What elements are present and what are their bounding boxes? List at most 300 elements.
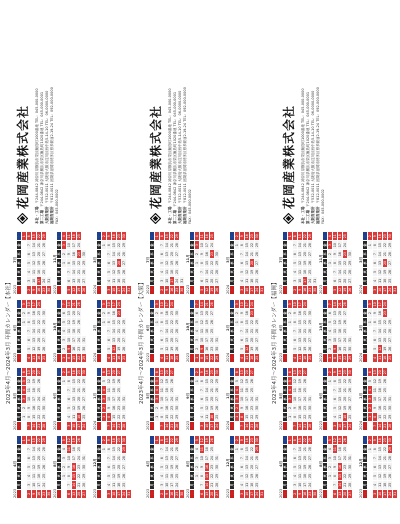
weekday-header: 木 xyxy=(230,250,234,258)
day-cell: 22 xyxy=(303,436,307,444)
day-cell: 15 xyxy=(72,472,76,480)
day-cell: 10 xyxy=(373,300,377,308)
day-cell: 27 xyxy=(348,395,352,403)
day-cell: 21 xyxy=(77,481,81,489)
weekday-header: 土 xyxy=(150,436,154,444)
office-address: 〒812-0011 福岡県福岡市博多区博多駅前2-19-24 xyxy=(183,121,187,204)
day-cell: 18 xyxy=(383,481,387,489)
day-cell: 3 xyxy=(368,300,372,308)
day-cell: 11 xyxy=(72,413,76,421)
month-label: 11月 xyxy=(185,254,190,263)
day-cell: 13 xyxy=(338,490,342,498)
day-cell: 20 xyxy=(205,309,209,317)
day-cell: 29 xyxy=(308,318,312,326)
day-cell: 24 xyxy=(348,422,352,430)
day-cell: 1 xyxy=(22,318,26,326)
day-grid xyxy=(230,300,259,362)
day-cell: 19 xyxy=(117,268,121,276)
day-cell-empty xyxy=(102,472,106,480)
day-cell: 23 xyxy=(117,404,121,412)
company-logo-icon xyxy=(283,213,294,224)
office-tel: TEL：045-000-0000 xyxy=(301,88,305,124)
day-cell-empty xyxy=(288,336,292,344)
day-cell: 3 xyxy=(22,395,26,403)
day-cell: 22 xyxy=(77,259,81,267)
day-cell: 23 xyxy=(175,286,179,294)
day-cell: 3 xyxy=(368,395,372,403)
day-cell: 18 xyxy=(77,413,81,421)
day-cell: 29 xyxy=(255,413,259,421)
day-cell: 29 xyxy=(255,318,259,326)
day-cell: 6 xyxy=(102,368,106,376)
company-logo-icon xyxy=(150,213,161,224)
day-cell: 15 xyxy=(32,413,36,421)
weekday-header: 火 xyxy=(17,268,21,276)
day-cell: 15 xyxy=(378,445,382,453)
month-block xyxy=(279,436,316,498)
day-cell: 23 xyxy=(117,436,121,444)
day-cell: 4 xyxy=(328,232,332,240)
month-year: 2023 xyxy=(53,352,57,362)
day-cell: 30 xyxy=(47,286,51,294)
day-cell: 5 xyxy=(293,259,297,267)
day-cell: 20 xyxy=(77,490,81,498)
day-cell: 15 xyxy=(245,318,249,326)
day-cell: 14 xyxy=(298,422,302,430)
day-cell: 6 xyxy=(240,463,244,471)
day-cell-empty xyxy=(195,268,199,276)
month-label: 1月 xyxy=(358,392,363,399)
day-cell: 28 xyxy=(122,327,126,335)
day-cell-empty xyxy=(368,422,372,430)
day-cell: 21 xyxy=(250,250,254,258)
day-cell: 6 xyxy=(200,395,204,403)
day-cell: 19 xyxy=(112,377,116,385)
day-cell-empty xyxy=(102,422,106,430)
day-cell: 19 xyxy=(77,286,81,294)
weekday-header: 月 xyxy=(363,345,367,353)
day-cell: 30 xyxy=(42,309,46,317)
weekday-header: 金 xyxy=(190,377,194,385)
company-block xyxy=(147,4,193,224)
day-cell: 14 xyxy=(165,445,169,453)
month-block xyxy=(146,436,183,498)
day-cell-empty xyxy=(62,490,66,498)
day-cell: 30 xyxy=(255,436,259,444)
weekday-header: 日 xyxy=(150,422,154,430)
weekday-header: 木 xyxy=(283,386,287,394)
day-cell: 21 xyxy=(250,422,254,430)
day-cell: 19 xyxy=(205,436,209,444)
day-cell: 30 xyxy=(348,345,352,353)
month-year: 2023 xyxy=(319,284,323,294)
day-cell-empty xyxy=(62,481,66,489)
day-cell-empty xyxy=(288,445,292,453)
day-cell: 21 xyxy=(210,481,214,489)
day-cell-empty xyxy=(235,472,239,480)
day-cell: 2 xyxy=(62,463,66,471)
weekday-header: 土 xyxy=(230,300,234,308)
day-cell: 25 xyxy=(303,386,307,394)
month-label: 6月 xyxy=(12,324,17,331)
weekday-header: 水 xyxy=(17,395,21,403)
day-cell: 1 xyxy=(155,318,159,326)
day-cell: 31 xyxy=(175,395,179,403)
day-cell: 30 xyxy=(215,368,219,376)
day-cell: 5 xyxy=(67,404,71,412)
day-cell: 12 xyxy=(378,268,382,276)
day-cell: 27 xyxy=(82,277,86,285)
day-cell: 10 xyxy=(200,336,204,344)
day-cell: 19 xyxy=(303,463,307,471)
month-label: 3月 xyxy=(358,256,363,263)
day-cell: 12 xyxy=(200,318,204,326)
day-cell: 20 xyxy=(303,250,307,258)
day-cell: 26 xyxy=(255,345,259,353)
day-cell: 5 xyxy=(102,377,106,385)
weekday-header: 金 xyxy=(363,445,367,453)
day-cell: 12 xyxy=(298,345,302,353)
day-cell: 24 xyxy=(343,241,347,249)
day-cell: 27 xyxy=(122,463,126,471)
day-cell: 16 xyxy=(32,309,36,317)
day-cell: 22 xyxy=(343,354,347,362)
day-cell: 29 xyxy=(348,472,352,480)
day-cell-empty xyxy=(235,463,239,471)
day-cell: 9 xyxy=(67,463,71,471)
day-cell-empty xyxy=(22,472,26,480)
day-cell: 1 xyxy=(288,318,292,326)
weekday-header: 月 xyxy=(97,277,101,285)
day-cell: 23 xyxy=(117,309,121,317)
day-cell: 8 xyxy=(333,354,337,362)
day-cell: 11 xyxy=(245,277,249,285)
weekday-header: 土 xyxy=(363,436,367,444)
day-cell: 27 xyxy=(122,259,126,267)
day-grid xyxy=(323,300,352,362)
day-cell: 9 xyxy=(240,309,244,317)
day-cell: 8 xyxy=(107,318,111,326)
weekday-header: 木 xyxy=(230,386,234,394)
month-label: 5月 xyxy=(12,392,17,399)
month-label: 7月 xyxy=(12,256,17,263)
office-name: 本社・工場 xyxy=(301,206,305,224)
day-cell: 23 xyxy=(343,345,347,353)
month-label: 7月 xyxy=(278,256,283,263)
day-cell: 15 xyxy=(245,241,249,249)
weekday-header: 火 xyxy=(190,336,194,344)
day-cell: 3 xyxy=(235,300,239,308)
day-cell: 9 xyxy=(373,232,377,240)
day-cell: 30 xyxy=(122,436,126,444)
day-cell: 28 xyxy=(255,422,259,430)
day-cell: 17 xyxy=(383,286,387,294)
day-cell: 26 xyxy=(215,404,219,412)
day-cell-empty xyxy=(288,259,292,267)
day-cell: 22 xyxy=(210,354,214,362)
day-cell: 15 xyxy=(298,436,302,444)
day-cell: 20 xyxy=(383,336,387,344)
month-block xyxy=(186,300,223,362)
day-cell: 12 xyxy=(112,345,116,353)
day-cell: 12 xyxy=(338,286,342,294)
day-cell: 21 xyxy=(210,386,214,394)
day-cell: 20 xyxy=(210,395,214,403)
day-grid xyxy=(150,232,184,294)
month-year: 2024 xyxy=(93,284,97,294)
day-cell: 30 xyxy=(82,250,86,258)
day-cell: 25 xyxy=(308,472,312,480)
weekday-header: 土 xyxy=(57,368,61,376)
day-cell: 25 xyxy=(210,445,214,453)
day-cell: 18 xyxy=(250,354,254,362)
day-cell: 5 xyxy=(373,472,377,480)
day-cell-empty xyxy=(155,259,159,267)
day-cell: 27 xyxy=(82,490,86,498)
weekday-header: 水 xyxy=(57,259,61,267)
day-cell: 10 xyxy=(200,241,204,249)
company-name: 花岡産業株式会社 xyxy=(16,104,30,209)
day-cell: 1 xyxy=(195,472,199,480)
day-cell: 18 xyxy=(338,327,342,335)
day-grid xyxy=(230,232,264,294)
day-cell: 12 xyxy=(333,318,337,326)
day-cell: 15 xyxy=(298,318,302,326)
day-cell: 18 xyxy=(72,327,76,335)
day-cell: 18 xyxy=(338,232,342,240)
weekday-header: 月 xyxy=(283,345,287,353)
day-cell: 24 xyxy=(303,395,307,403)
weekday-header: 土 xyxy=(283,436,287,444)
day-cell: 10 xyxy=(165,481,169,489)
day-cell: 24 xyxy=(388,490,392,498)
month-year: 2024 xyxy=(93,352,97,362)
day-cell-empty xyxy=(62,268,66,276)
day-cell: 9 xyxy=(107,232,111,240)
month-year: 2023 xyxy=(359,488,363,498)
day-cell: 4 xyxy=(27,472,31,480)
day-cell: 22 xyxy=(77,377,81,385)
weekday-header: 土 xyxy=(17,232,21,240)
day-cell: 21 xyxy=(117,327,121,335)
day-cell: 11 xyxy=(107,386,111,394)
day-cell: 4 xyxy=(240,354,244,362)
day-cell: 2 xyxy=(195,368,199,376)
day-cell: 3 xyxy=(107,286,111,294)
day-cell: 17 xyxy=(383,490,387,498)
day-cell: 31 xyxy=(308,395,312,403)
day-cell: 17 xyxy=(77,422,81,430)
weekday-header: 土 xyxy=(283,300,287,308)
day-cell: 1 xyxy=(102,413,106,421)
day-cell: 31 xyxy=(260,490,264,498)
weekday-header: 木 xyxy=(97,386,101,394)
day-cell: 19 xyxy=(170,259,174,267)
day-cell: 27 xyxy=(175,250,179,258)
day-cell: 6 xyxy=(107,259,111,267)
day-cell: 25 xyxy=(383,386,387,394)
weekday-header: 月 xyxy=(283,481,287,489)
office-list xyxy=(301,4,321,224)
day-cell: 14 xyxy=(32,422,36,430)
day-cell: 20 xyxy=(303,454,307,462)
day-cell: 4 xyxy=(328,327,332,335)
day-cell: 22 xyxy=(117,445,121,453)
day-cell: 11 xyxy=(378,277,382,285)
day-cell: 31 xyxy=(127,286,131,294)
day-cell: 31 xyxy=(122,395,126,403)
day-cell: 28 xyxy=(215,481,219,489)
day-cell-empty xyxy=(328,413,332,421)
day-cell: 31 xyxy=(260,286,264,294)
weekday-header: 水 xyxy=(283,395,287,403)
day-cell: 11 xyxy=(32,354,36,362)
day-cell: 1 xyxy=(328,377,332,385)
day-cell: 16 xyxy=(245,232,249,240)
day-cell: 9 xyxy=(67,368,71,376)
day-cell: 6 xyxy=(328,309,332,317)
day-grid xyxy=(283,368,312,430)
day-cell: 16 xyxy=(37,490,41,498)
weekday-header: 木 xyxy=(323,318,327,326)
day-cell: 17 xyxy=(112,395,116,403)
day-cell: 8 xyxy=(200,377,204,385)
day-cell: 20 xyxy=(298,368,302,376)
day-cell: 15 xyxy=(32,318,36,326)
month-label: 10月 xyxy=(52,322,57,331)
month-block xyxy=(319,300,356,362)
day-cell: 11 xyxy=(298,268,302,276)
day-cell: 7 xyxy=(240,422,244,430)
day-cell: 3 xyxy=(200,422,204,430)
weekday-header: 金 xyxy=(150,241,154,249)
day-grid xyxy=(97,232,131,294)
weekday-header: 日 xyxy=(57,354,61,362)
day-cell: 13 xyxy=(32,250,36,258)
company-name: 花岡産業株式会社 xyxy=(149,104,163,209)
day-cell: 11 xyxy=(67,445,71,453)
day-cell: 4 xyxy=(293,268,297,276)
day-cell: 8 xyxy=(67,377,71,385)
weekday-header: 金 xyxy=(230,309,234,317)
weekday-header: 火 xyxy=(97,404,101,412)
day-cell: 20 xyxy=(210,490,214,498)
day-cell: 13 xyxy=(200,309,204,317)
day-cell: 29 xyxy=(215,354,219,362)
day-cell: 24 xyxy=(175,481,179,489)
weekday-header: 月 xyxy=(150,481,154,489)
day-cell: 17 xyxy=(32,395,36,403)
office-address: 〒532-0011 大阪府大阪市淀川区西中島5-14-10 xyxy=(45,125,49,204)
day-cell-empty xyxy=(62,395,66,403)
day-cell: 4 xyxy=(62,232,66,240)
day-cell: 21 xyxy=(170,422,174,430)
day-cell: 16 xyxy=(37,286,41,294)
weekday-header: 金 xyxy=(190,309,194,317)
weekday-header: 水 xyxy=(97,463,101,471)
day-cell: 12 xyxy=(240,377,244,385)
day-cell: 17 xyxy=(245,395,249,403)
day-cell: 22 xyxy=(303,318,307,326)
day-cell: 18 xyxy=(170,354,174,362)
day-cell: 10 xyxy=(298,277,302,285)
day-cell: 1 xyxy=(368,413,372,421)
day-cell-empty xyxy=(288,454,292,462)
day-cell: 7 xyxy=(333,481,337,489)
day-grid xyxy=(190,232,219,294)
day-cell: 5 xyxy=(240,268,244,276)
day-cell: 21 xyxy=(303,241,307,249)
day-cell: 18 xyxy=(303,354,307,362)
day-cell: 10 xyxy=(333,241,337,249)
day-cell: 5 xyxy=(195,318,199,326)
weekday-header: 日 xyxy=(283,354,287,362)
day-cell: 20 xyxy=(343,395,347,403)
weekday-header: 土 xyxy=(17,436,21,444)
day-cell: 18 xyxy=(37,354,41,362)
day-cell: 8 xyxy=(333,472,337,480)
day-cell: 17 xyxy=(37,277,41,285)
weekday-header: 土 xyxy=(363,368,367,376)
day-cell: 23 xyxy=(77,463,81,471)
day-cell: 14 xyxy=(165,241,169,249)
day-cell: 23 xyxy=(343,368,347,376)
weekday-header: 火 xyxy=(230,472,234,480)
weekday-header: 火 xyxy=(97,268,101,276)
day-cell: 29 xyxy=(388,241,392,249)
day-cell: 15 xyxy=(298,232,302,240)
day-cell-empty xyxy=(195,277,199,285)
day-cell: 2 xyxy=(235,309,239,317)
day-cell: 21 xyxy=(77,268,81,276)
day-cell-empty xyxy=(22,241,26,249)
day-cell-empty xyxy=(235,259,239,267)
weekday-header: 土 xyxy=(97,436,101,444)
day-cell: 30 xyxy=(122,232,126,240)
day-cell: 5 xyxy=(235,377,239,385)
month-year: 2023 xyxy=(186,284,190,294)
company-fax: FAX：045-000-0002 xyxy=(321,189,325,224)
day-cell: 10 xyxy=(373,395,377,403)
day-cell: 30 xyxy=(215,345,219,353)
weekday-header: 水 xyxy=(323,259,327,267)
day-cell: 28 xyxy=(122,422,126,430)
day-cell: 15 xyxy=(378,241,382,249)
day-cell: 11 xyxy=(200,327,204,335)
weekday-header: 日 xyxy=(323,422,327,430)
day-cell: 14 xyxy=(205,268,209,276)
day-cell: 19 xyxy=(170,345,174,353)
day-cell: 5 xyxy=(160,463,164,471)
weekday-header: 水 xyxy=(323,463,327,471)
day-cell: 7 xyxy=(195,300,199,308)
day-cell: 17 xyxy=(72,454,76,462)
day-cell: 7 xyxy=(293,445,297,453)
day-cell: 23 xyxy=(170,404,174,412)
day-cell: 13 xyxy=(338,277,342,285)
day-cell: 29 xyxy=(42,232,46,240)
day-cell: 29 xyxy=(388,318,392,326)
day-cell: 26 xyxy=(348,404,352,412)
day-cell: 25 xyxy=(308,354,312,362)
day-cell: 29 xyxy=(82,259,86,267)
day-cell: 5 xyxy=(373,345,377,353)
day-cell: 10 xyxy=(333,336,337,344)
day-cell: 1 xyxy=(62,259,66,267)
day-cell: 31 xyxy=(47,277,51,285)
day-cell-empty xyxy=(288,481,292,489)
day-cell: 31 xyxy=(348,454,352,462)
